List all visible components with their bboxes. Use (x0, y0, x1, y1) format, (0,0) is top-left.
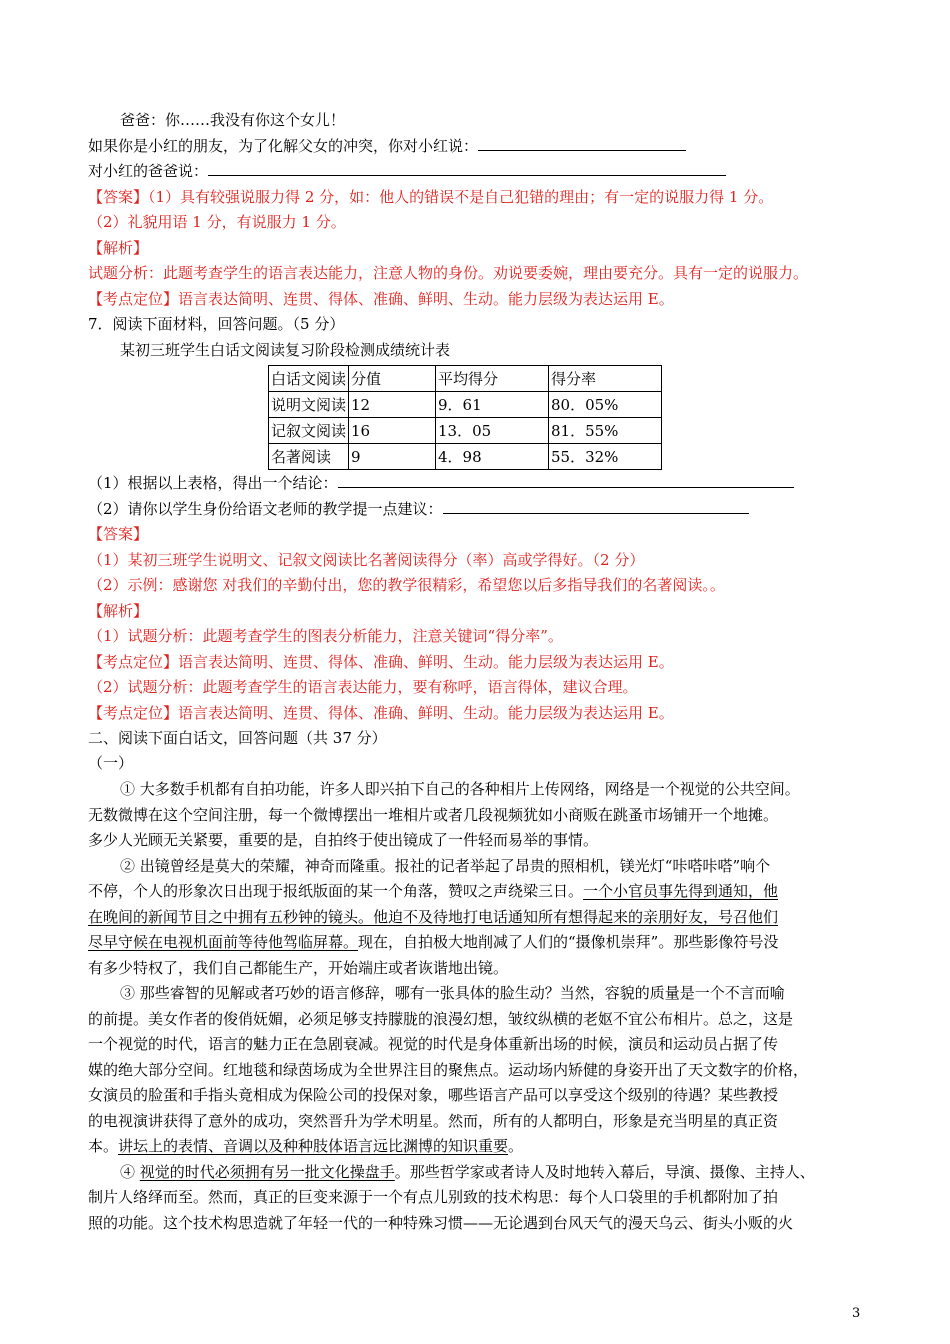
paragraph-line: 照的功能。这个技术构思造就了年轻一代的一种特殊习惯——无论遇到台风天气的漫天乌云、街头小贩的火 (88, 1214, 794, 1232)
q6-prompt2 (88, 160, 726, 182)
paragraph-line: 制片人络绎而至。然而，真正的巨变来源于一个有点儿别致的技术构思：每个人口袋里的手机都附加了拍 (88, 1188, 779, 1206)
q7-answer2: （2）示例：感谢您 对我们的辛勤付出，您的教学很精彩，希望您以后多指导我们的名著阅读。。 (88, 576, 725, 594)
underlined-line: 在晚间的新闻节目之中拥有五秒钟的镜头。他迫不及待地打电话通知所有想得起来的亲朋好友，号召他们 (88, 908, 779, 926)
paragraph-line (88, 931, 778, 953)
table-cell: 13．05 (436, 418, 549, 444)
paragraph-line (88, 880, 778, 902)
table-cell: 名著阅读 (269, 444, 349, 470)
paragraph-line: 无数微博在这个空间注册，每一个微博摆出一堆相片或者几段视频犹如小商贩在跳蚤市场铺开一个地摊。 (88, 806, 779, 824)
paragraph-line: 媒的绝大部分空间。红地毯和绿茵场成为全世界注目的聚焦点。运动场内矫健的身姿开出了天文数字的价格， (88, 1061, 809, 1079)
q6-analysis-label: 【解析】 (88, 239, 149, 257)
table-cell: 9．61 (436, 392, 549, 418)
table-cell: 4．98 (436, 444, 549, 470)
answer-blank-1[interactable] (478, 135, 686, 151)
paragraph-line: 的电视演讲获得了意外的成功，突然晋升为学术明星。然而，所有的人都明白，形象是充当明星的真正资 (88, 1112, 779, 1130)
table-header-cell: 得分率 (549, 366, 662, 392)
paragraph-line: 多少人光顾无关紧要，重要的是，自拍终于使出镜成了一件轻而易举的事情。 (88, 831, 599, 849)
q7-point2: 【考点定位】语言表达简明、连贯、得体、准确、鲜明、生动。能力层级为表达运用 E。 (88, 704, 674, 722)
q6-prompt2-text: 对小红的爸爸说： (88, 162, 209, 180)
q7-point1: 【考点定位】语言表达简明、连贯、得体、准确、鲜明、生动。能力层级为表达运用 E。 (88, 653, 674, 671)
table-cell: 16 (349, 418, 436, 444)
paragraph-line: 有多少特权了，我们自己都能生产，开始端庄或者诙谐地出镜。 (88, 959, 509, 977)
q7-title: 7．阅读下面材料，回答问题。（5 分） (88, 315, 345, 333)
paragraph-text: 。 (508, 1137, 524, 1155)
paragraph-text: 不停，个人的形象次日出现于报纸版面的某一个角落，赞叹之声绕梁三日。 (88, 882, 584, 900)
q6-prompt1-text: 如果你是小红的朋友，为了化解父女的冲突，你对小红说： (88, 137, 479, 155)
underlined-text: 一个小官员事先得到通知，他 (583, 882, 779, 900)
q7-sub2-text: （2）请你以学生身份给语文老师的教学提一点建议： (88, 500, 443, 518)
underlined-text: 尽早守候在电视机面前等待他驾临屏幕。 (88, 933, 359, 951)
paragraph-line: ③ 那些睿智的见解或者巧妙的语言修辞，哪有一张具体的脸生动？当然，容貌的质量是一个不言而喻 (120, 984, 785, 1002)
table-caption: 某初三班学生白话文阅读复习阶段检测成绩统计表 (120, 341, 451, 359)
paragraph-line: ① 大多数手机都有自拍功能，许多人即兴拍下自己的各种相片上传网络，网络是一个视觉的公共空间。 (120, 780, 800, 798)
q7-analysis1: （1）试题分析：此题考查学生的图表分析能力，注意关键词“得分率”。 (88, 627, 563, 645)
answer-blank-3[interactable] (338, 472, 794, 488)
table-row (269, 444, 662, 470)
paragraph-line: 女演员的脸蛋和手指头竟相成为保险公司的投保对象，哪些语言产品可以享受这个级别的待遇？某些教授 (88, 1086, 779, 1104)
paragraph-text: ④ (120, 1163, 140, 1181)
q7-sub1-text: （1）根据以上表格，得出一个结论： (88, 474, 338, 492)
q6-point: 【考点定位】语言表达简明、连贯、得体、准确、鲜明、生动。能力层级为表达运用 E。 (88, 290, 674, 308)
table-cell: 81．55% (549, 418, 662, 444)
table-cell: 12 (349, 392, 436, 418)
underlined-text: 讲坛上的表情、音调以及种种肢体语言远比渊博的知识重要 (118, 1137, 509, 1155)
q6-answer2: （2）礼貌用语 1 分，有说服力 1 分。 (88, 213, 346, 231)
q7-sub1 (88, 472, 794, 494)
paragraph-text: 现在，自拍极大地削减了人们的“摄像机崇拜”。那些影像符号没 (358, 933, 779, 951)
score-table (268, 365, 662, 470)
table-header-row (269, 366, 662, 392)
paragraph-line (88, 1135, 523, 1157)
q7-sub2 (88, 498, 749, 520)
paragraph-line: 一个视觉的时代，语言的魅力正在急剧衰减。视觉的时代是身体重新出场的时候，演员和运动员占据了传 (88, 1035, 779, 1053)
answer-blank-2[interactable] (208, 160, 726, 176)
q6-answer1: 【答案】（1）具有较强说服力得 2 分，如：他人的错误不是自己犯错的理由；有一定的说服力得 1 分。 (88, 188, 774, 206)
table-row (269, 392, 662, 418)
table-header-cell: 分值 (349, 366, 436, 392)
page-number: 3 (852, 1306, 861, 1321)
q7-analysis2: （2）试题分析：此题考查学生的语言表达能力，要有称呼，语言得体，建议合理。 (88, 678, 638, 696)
section2-title: 二、阅读下面白话文，回答问题（共 37 分） (88, 729, 387, 747)
paragraph-text: 本。 (88, 1137, 119, 1155)
table-cell: 说明文阅读 (269, 392, 349, 418)
table-cell: 记叙文阅读 (269, 418, 349, 444)
q7-analysis-label: 【解析】 (88, 602, 149, 620)
q6-analysis: 试题分析：此题考查学生的语言表达能力，注意人物的身份。劝说要委婉，理由要充分。具有一定的说服力。 (88, 264, 809, 282)
table-header-cell: 平均得分 (436, 366, 549, 392)
section2-part: （一） (88, 754, 134, 772)
table-header-cell: 白话文阅读 (269, 366, 349, 392)
underlined-text: 视觉的时代必须拥有另一批文化操盘手 (139, 1163, 395, 1181)
table-cell: 55．32% (549, 444, 662, 470)
paragraph-line (120, 1161, 815, 1183)
table-row (269, 418, 662, 444)
q6-prompt1 (88, 135, 686, 157)
paragraph-line: ② 出镜曾经是莫大的荣耀，神奇而隆重。报社的记者举起了昂贵的照相机，镁光灯“咔嗒咔嗒”响个 (120, 857, 771, 875)
dialogue-line: 爸爸：你……我没有你这个女儿！ (120, 111, 346, 129)
q7-answer-label: 【答案】 (88, 525, 149, 543)
table-cell: 80．05% (549, 392, 662, 418)
paragraph-text: 。那些哲学家或者诗人及时地转入幕后，导演、摄像、主持人、 (394, 1163, 815, 1181)
answer-blank-4[interactable] (443, 498, 749, 514)
table-cell: 9 (349, 444, 436, 470)
paragraph-line: 的前提。美女作者的俊俏妩媚，必须足够支持朦胧的浪漫幻想，皱纹纵横的老妪不宜公布相片。总之，这是 (88, 1010, 794, 1028)
q7-answer1: （1）某初三班学生说明文、记叙文阅读比名著阅读得分（率）高或学得好。（2 分） (88, 551, 645, 569)
